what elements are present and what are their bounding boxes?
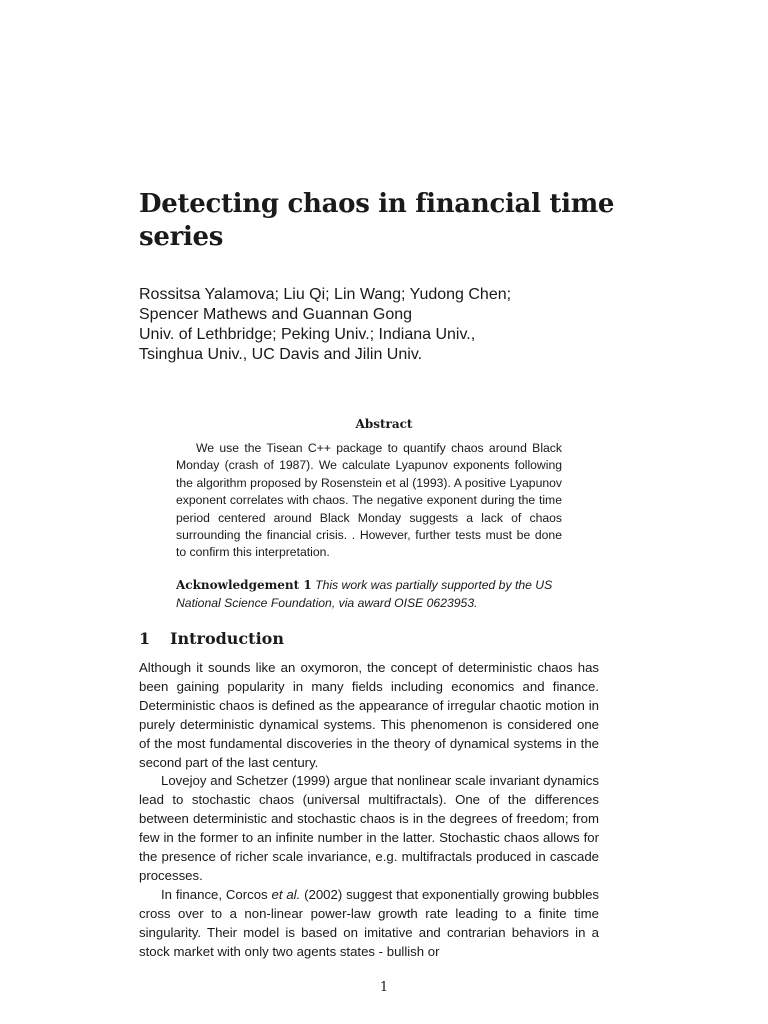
acknowledgement <box>176 576 562 612</box>
paragraph-text: In finance, Corcos <box>161 886 272 902</box>
paragraph <box>139 886 599 962</box>
acknowledgement-label: Acknowledgement 1 <box>176 578 312 592</box>
author-names-line-1: Rossitsa Yalamova; Liu Qi; Lin Wang; Yudong Chen; <box>139 286 512 303</box>
affiliations-line-2: Tsinghua Univ., UC Davis and Jilin Univ. <box>139 346 423 363</box>
abstract-heading: Abstract <box>355 417 413 431</box>
paper-title: Detecting chaos in financial time series <box>139 189 615 252</box>
page-number: 1 <box>379 980 389 995</box>
paragraph-text: (2002) suggest that exponentially growing bubbles cross over to a non-linear power-law growth rate leading to a finite time singularity. Their model is based on imitative and contrarian behaviors in a stock market with only two agents states - bullish or <box>139 886 600 959</box>
author-names-line-2: Spencer Mathews and Guannan Gong <box>139 306 413 323</box>
paragraph: Although it sounds like an oxymoron, the concept of deterministic chaos has been gaining popularity in many fields including economics and finance. Deterministic chaos is defined as the appearance of irregular chaotic motion in purely deterministic dynamical systems. This phenomenon is considered one of the most fundamental discoveries in the theory of dynamical systems in the second part of the last century. <box>139 660 599 770</box>
section-heading <box>139 628 284 650</box>
paragraph: Lovejoy and Schetzer (1999) argue that nonlinear scale invariant dynamics lead to stochastic chaos (universal multifractals). One of the differences between deterministic and stochastic chaos is in the degrees of freedom; from few in the former to an infinite number in the latter. Stochastic chaos allows for the presence of richer scale invariance, e.g. multifractals produced in cascade processes. <box>139 773 599 883</box>
section-number: 1 <box>139 629 151 648</box>
section-title: Introduction <box>170 629 284 648</box>
author-block <box>139 285 639 365</box>
abstract-body <box>176 440 562 562</box>
et-al-text: et al. <box>271 886 301 902</box>
abstract-text: We use the Tisean C++ package to quantify chaos around Black Monday (crash of 1987). We calculate Lyapunov exponents following the algorithm proposed by Rosenstein et al (1993). A positive Lyapunov exponent correlates with chaos. The negative exponent during the time period centered around Black Monday suggests a lack of chaos surrounding the financial crisis. . However, further tests must be done to confirm this interpretation. <box>176 441 562 560</box>
introduction-body <box>139 659 599 962</box>
affiliations-line-1: Univ. of Lethbridge; Peking Univ.; Indiana Univ., <box>139 326 476 343</box>
acknowledgement-text: This work was partially supported by the US National Science Foundation, via award OISE 0623953. <box>176 578 553 610</box>
